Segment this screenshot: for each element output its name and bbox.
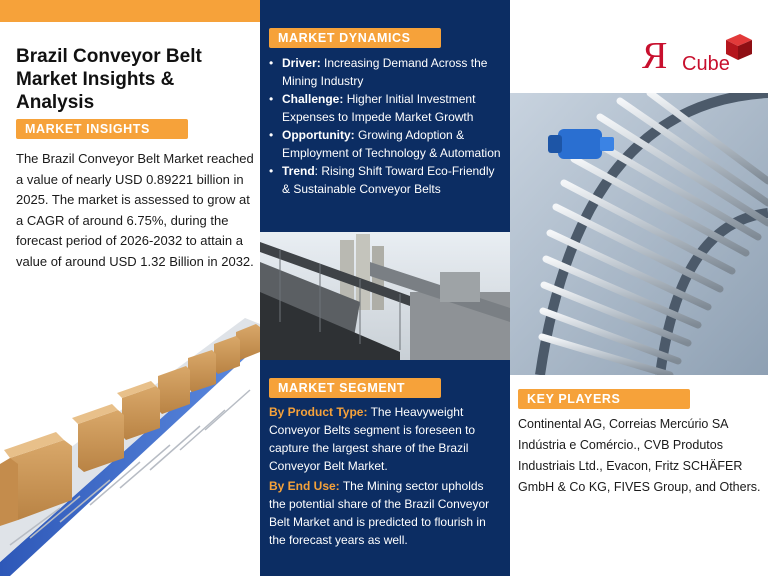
dynamics-driver-text: Increasing Demand Across the Mining Industry bbox=[282, 56, 488, 88]
middle-panel bbox=[260, 0, 510, 576]
logo-word: Cube bbox=[682, 53, 730, 75]
mining-conveyor-photo bbox=[260, 232, 510, 360]
page-title: Brazil Conveyor Belt Market Insights & Analysis bbox=[16, 46, 202, 113]
market-insights-heading: MARKET INSIGHTS bbox=[16, 119, 188, 139]
dynamics-driver-label: Driver: bbox=[282, 56, 321, 70]
market-dynamics-list bbox=[269, 55, 501, 199]
dynamics-opportunity-text: Growing Adoption & Employment of Technology & Automation bbox=[282, 128, 501, 160]
left-panel bbox=[0, 22, 260, 576]
dynamics-challenge-label: Challenge: bbox=[282, 92, 344, 106]
conveyor-boxes-illustration bbox=[0, 300, 260, 576]
market-dynamics-heading: MARKET DYNAMICS bbox=[269, 28, 441, 48]
dynamics-driver bbox=[269, 55, 501, 90]
segment-product-type-text: The Heavyweight Conveyor Belts segment is foreseen to capture the largest share of the Brazil Conveyor Belt Market. bbox=[269, 405, 476, 473]
roller-conveyor-photo bbox=[510, 93, 768, 375]
dynamics-challenge-text: Higher Initial Investment Expenses to Impede Market Growth bbox=[282, 92, 476, 124]
logo-mark: Я bbox=[642, 35, 668, 77]
dynamics-trend bbox=[269, 163, 501, 198]
market-segment-heading: MARKET SEGMENT bbox=[269, 378, 441, 398]
box-group bbox=[0, 324, 260, 526]
segment-end-use-label: By End Use: bbox=[269, 479, 340, 493]
dynamics-challenge bbox=[269, 91, 501, 126]
rcube-logo bbox=[640, 32, 760, 84]
market-segment-text bbox=[269, 403, 503, 551]
dynamics-opportunity-label: Opportunity: bbox=[282, 128, 355, 142]
dynamics-opportunity bbox=[269, 127, 501, 162]
dynamics-trend-text: : Rising Shift Toward Eco-Friendly & Sustainable Conveyor Belts bbox=[282, 164, 495, 196]
market-insights-text: The Brazil Conveyor Belt Market reached a value of nearly USD 0.89221 billion in 2025. The market is assessed to grow at a CAGR of around 6.75%, during the forecast period of 2026-2032 to attain a value of around USD 1.32 Billion in 2032. bbox=[16, 151, 254, 269]
top-accent-bar-left bbox=[0, 0, 262, 22]
segment-product-type bbox=[269, 403, 503, 475]
key-players-heading: KEY PLAYERS bbox=[518, 389, 690, 409]
segment-product-type-label: By Product Type: bbox=[269, 405, 368, 419]
segment-end-use-text: The Mining sector upholds the potential share of the Brazil Conveyor Belt Market and is predicted to flourish in the forecast years as well. bbox=[269, 479, 490, 547]
key-players-text: Continental AG, Correias Mercúrio SA Indústria e Comércio., CVB Produtos Industriais Ltd., Evacon, Fritz SCHÄFER GmbH & Co KG, FIVES Group, and Others. bbox=[518, 417, 761, 494]
dynamics-trend-label: Trend bbox=[282, 164, 315, 178]
segment-end-use bbox=[269, 477, 503, 549]
right-panel bbox=[510, 0, 768, 576]
